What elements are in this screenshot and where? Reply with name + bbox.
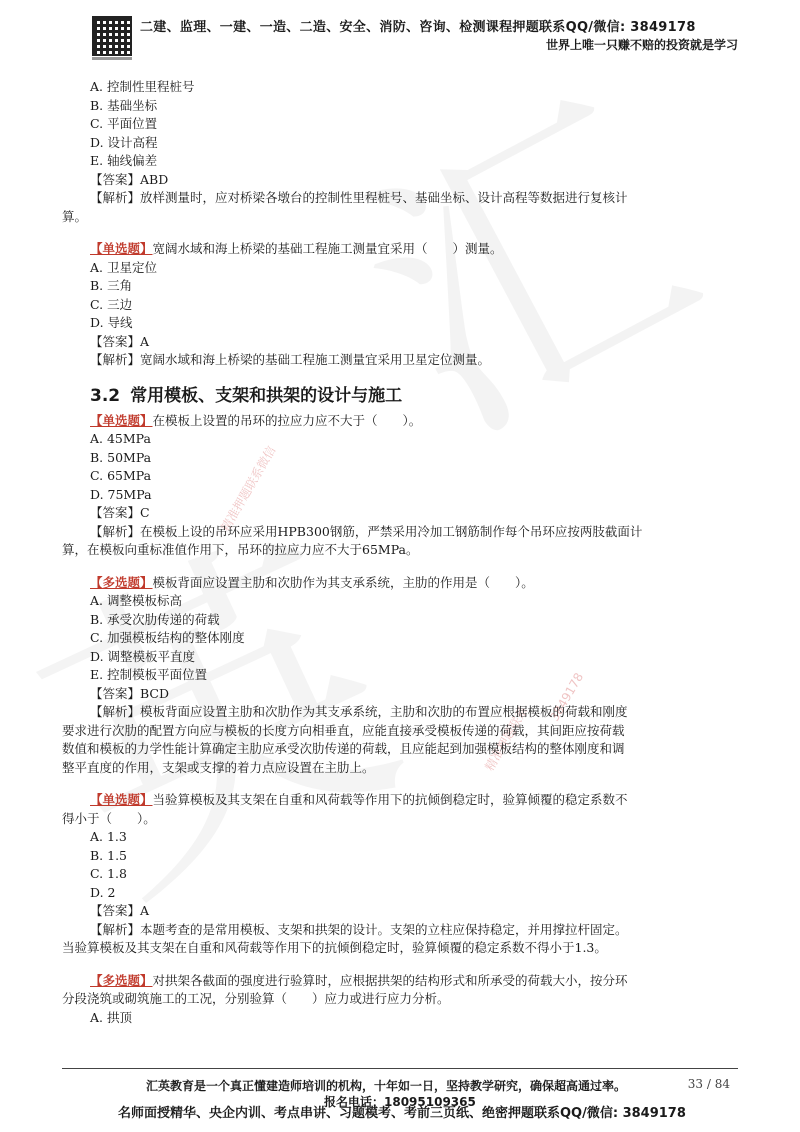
option: E. 轴线偏差 <box>90 153 158 168</box>
answer: 【答案】C <box>90 505 150 520</box>
footer-phone: 报名电话：18095109365 <box>324 1095 476 1109</box>
question-type-tag: 【单选题】 <box>90 412 153 428</box>
question-type-tag: 【单选题】 <box>90 792 153 807</box>
analysis: 【解析】宽阔水域和海上桥梁的基础工程施工测量宜采用卫星定位测量。 <box>90 352 491 367</box>
option: B. 承受次肋传递的荷载 <box>90 611 220 627</box>
option: D. 75MPa <box>90 486 152 502</box>
analysis-cont: 算，在模板向重标准值作用下，吊环的拉应力应不大于65MPa。 <box>62 542 419 557</box>
analysis: 【解析】本题考查的是常用模板、支架和拱架的设计。支架的立柱应保持稳定，并用撑拉杆固定。 <box>90 921 628 937</box>
analysis-cont: 算。 <box>62 208 88 224</box>
analysis-cont: 整平直度的作用，支架或支撑的着力点应设置在主肋上。 <box>62 759 375 775</box>
option: C. 平面位置 <box>90 116 158 131</box>
analysis: 【解析】模板背面应设置主肋和次肋作为其支承系统，主肋和次肋的布置应根据模板的荷载和刚度 <box>90 704 628 719</box>
option: B. 1.5 <box>90 847 128 863</box>
answer: 【答案】A <box>90 333 150 349</box>
answer: 【答案】BCD <box>90 685 170 701</box>
header-contact: 二建、监理、一建、一造、二造、安全、消防、咨询、检测课程押题联系QQ/微信: 3849178 <box>140 20 696 35</box>
option: B. 三角 <box>90 278 133 293</box>
watermark-text: 精准押题联系微信 <box>218 443 279 534</box>
analysis: 【解析】在模板上设的吊环应采用HPB300钢筋，严禁采用冷加工钢筋制作每个吊环应按两肢截面计 <box>90 523 643 539</box>
option: A. 卫星定位 <box>90 259 157 275</box>
option: B. 基础坐标 <box>90 97 158 113</box>
question-stem-cont: 得小于（ ）。 <box>62 810 156 826</box>
footer-slogan: 汇英教育是一个真正懂建造师培训的机构，十年如一日，坚持教学研究，确保超高通过率。 <box>146 1079 627 1093</box>
option: A. 控制性里程桩号 <box>90 79 195 94</box>
question-type-tag: 【多选题】 <box>90 972 153 988</box>
option: A. 1.3 <box>90 829 127 844</box>
option: A. 调整模板标高 <box>90 593 182 608</box>
question-stem: 【单选题】在模板上设置的吊环的拉应力应不大于（ ）。 <box>90 412 422 428</box>
answer: 【答案】A <box>90 903 150 918</box>
watermark-text-3: 精准押题联系 <box>482 704 531 774</box>
qr-caption <box>92 57 132 60</box>
question-stem: 【单选题】宽阔水域和海上桥梁的基础工程施工测量宜采用（ ）测量。 <box>90 241 503 256</box>
analysis-cont: 要求进行次肋的配置方向应与模板的长度方向相垂直，应能直接承受模板传递的荷载，其间距应按荷载 <box>62 722 625 738</box>
question-stem: 【多选题】对拱架各截面的强度进行验算时，应根据拱架的结构形式和所承受的荷载大小，按分环 <box>90 972 628 988</box>
option: D. 调整模板平直度 <box>90 648 196 664</box>
option: C. 三边 <box>90 296 133 312</box>
analysis-cont: 数值和模板的力学性能计算确定主肋应承受次肋传递的荷载，且应能起到加强模板结构的整体刚度和调 <box>62 741 625 756</box>
page-number: 33 / 84 <box>687 1077 730 1091</box>
watermark-text-2: 3849178 <box>547 670 587 724</box>
option: A. 拱顶 <box>90 1009 132 1025</box>
option: C. 加强模板结构的整体刚度 <box>90 630 245 645</box>
section-heading <box>90 384 738 408</box>
option: D. 2 <box>90 884 116 900</box>
option: C. 65MPa <box>90 468 152 483</box>
question-stem: 【多选题】模板背面应设置主肋和次肋作为其支承系统，主肋的作用是（ ）。 <box>90 574 534 590</box>
option: B. 50MPa <box>90 449 152 465</box>
analysis-cont: 当验算模板及其支架在自重和风荷载等作用下的抗倾倒稳定时，验算倾覆的稳定系数不得小于1.3。 <box>62 940 607 955</box>
header-slogan: 世界上唯一只赚不赔的投资就是学习 <box>545 38 738 52</box>
answer: 【答案】ABD <box>90 171 169 187</box>
analysis: 【解析】放样测量时，应对桥梁各墩台的控制性里程桩号、基础坐标、设计高程等数据进行复核计 <box>90 190 628 205</box>
question-stem-cont: 分段浇筑或砌筑施工的工况，分别验算（ ）应力或进行应力分析。 <box>62 991 450 1006</box>
qr-code <box>92 16 132 56</box>
option: D. 导线 <box>90 315 133 330</box>
option: A. 45MPa <box>90 431 151 446</box>
question-type-tag: 【多选题】 <box>90 574 153 590</box>
question-type-tag: 【单选题】 <box>90 241 153 256</box>
question-stem: 【单选题】当验算模板及其支架在自重和风荷载等作用下的抗倾倒稳定时，验算倾覆的稳定系数不 <box>90 792 628 807</box>
option: C. 1.8 <box>90 866 127 881</box>
section-title: 常用模板、支架和拱架的设计与施工 <box>130 385 403 406</box>
footer-contact: 名师面授精华、央企内训、考点串讲、习题模考、考前三页纸、绝密押题联系QQ/微信: 3849178 <box>118 1106 686 1121</box>
section-number: 3.2 <box>90 385 121 406</box>
footer-divider <box>62 1068 738 1069</box>
page-content <box>62 78 738 1027</box>
option: E. 控制模板平面位置 <box>90 667 208 682</box>
option: D. 设计高程 <box>90 134 158 150</box>
